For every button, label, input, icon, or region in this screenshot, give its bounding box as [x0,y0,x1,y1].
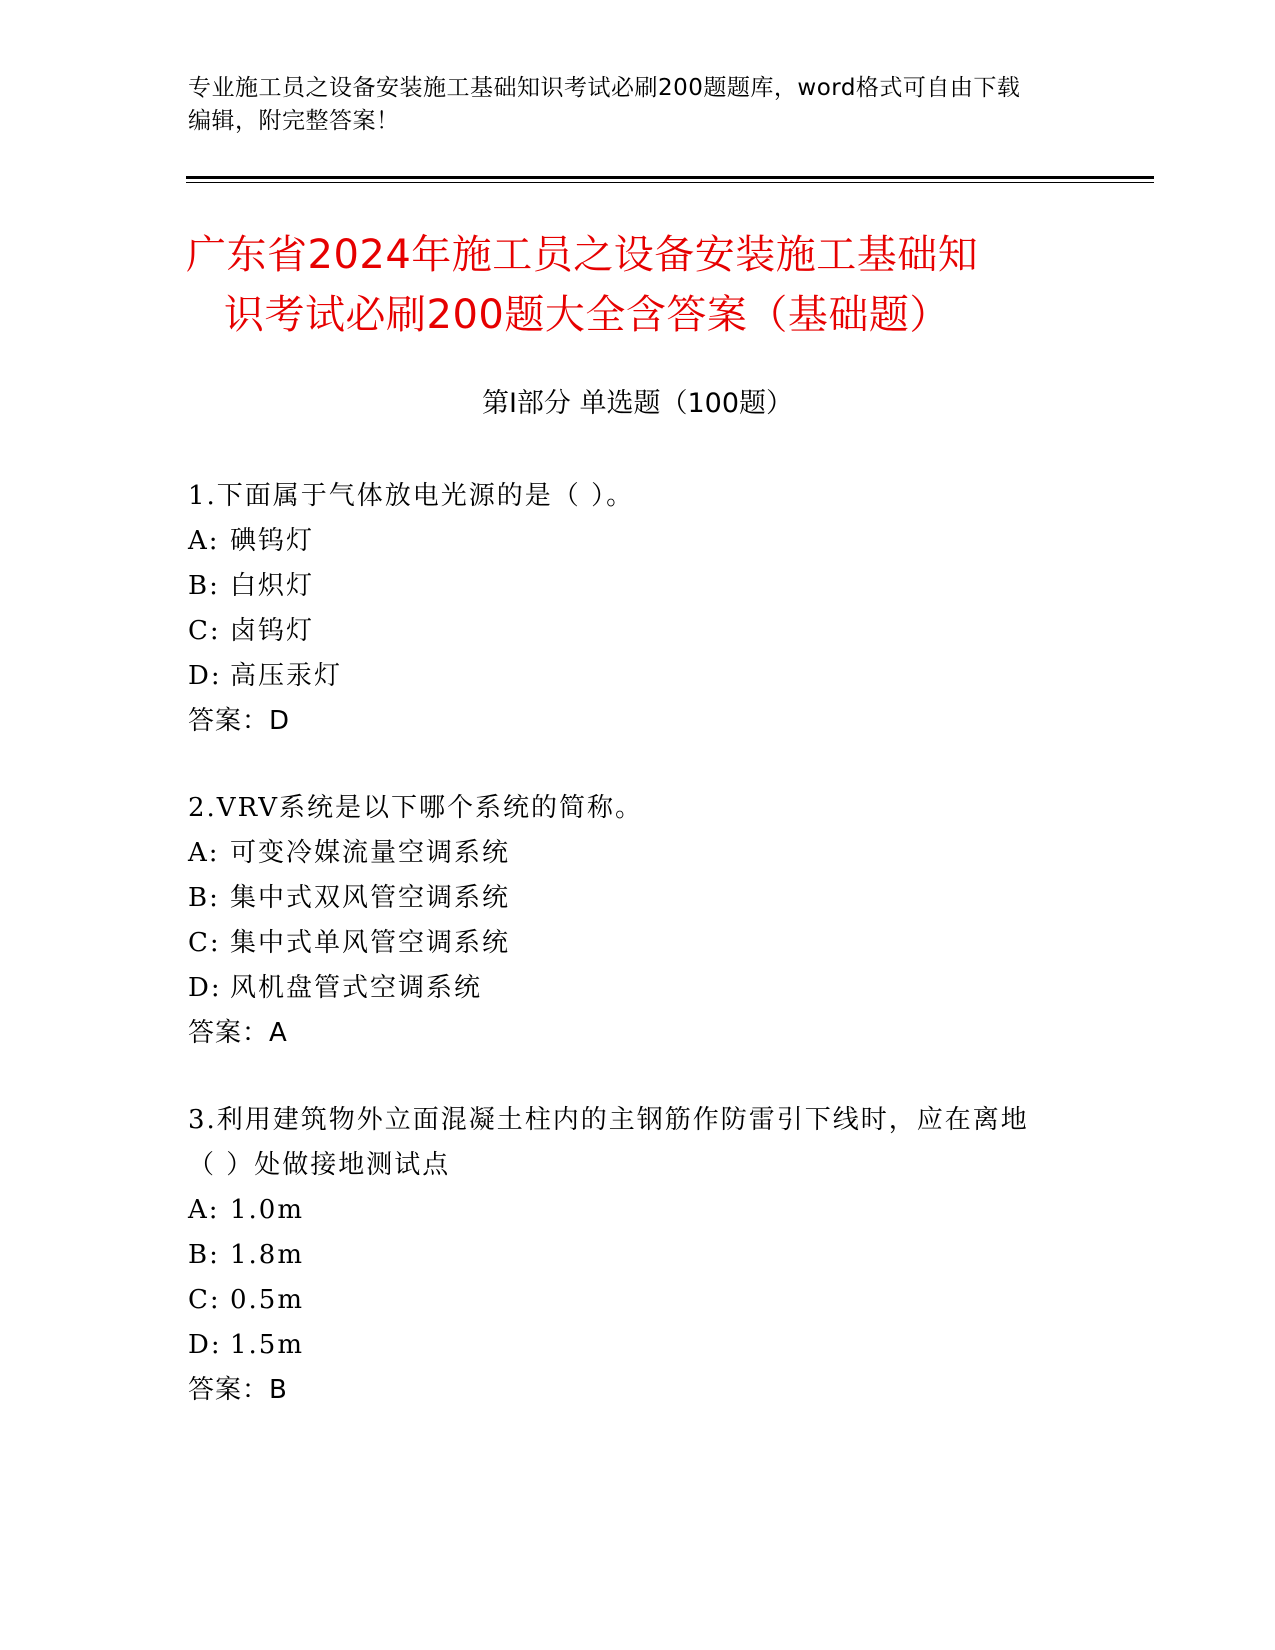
question-stem: 1.下面属于气体放电光源的是（ ）。 [188,481,635,511]
option-key: D: [188,661,222,691]
header-note [188,72,1088,138]
option-key: C: [188,616,221,646]
option-key: C: [188,1285,221,1315]
option-key: D: [188,1330,222,1360]
option-key: A: [188,838,220,868]
option-b [188,876,1068,921]
option-text: 碘钨灯 [230,526,315,556]
option-a [188,1188,1068,1233]
option-c [188,921,1068,966]
option-d [188,654,1068,699]
option-text: 白炽灯 [230,571,315,601]
option-d [188,1323,1068,1368]
header-rule-thin [186,182,1154,183]
document-title-line-2: 识考试必刷200题大全含答案（基础题） [224,292,950,338]
question-stem-line-1: 3.利用建筑物外立面混凝土柱内的主钢筋作防雷引下线时，应在离地 [188,1105,1029,1135]
option-key: B: [188,571,220,601]
option-text: 集中式双风管空调系统 [230,883,511,913]
answer-line: 答案：A [188,1018,288,1048]
header-note-line-1: 专业施工员之设备安装施工基础知识考试必刷200题题库，word格式可自由下载 [188,75,1021,101]
document-title [186,225,1086,345]
option-key: A: [188,526,220,556]
option-text: 卤钨灯 [230,616,315,646]
option-b [188,1233,1068,1278]
question-stem: 2.VRV系统是以下哪个系统的简称。 [188,793,644,823]
option-key: D: [188,973,222,1003]
header-note-line-2: 编辑，附完整答案！ [188,108,400,134]
option-a [188,831,1068,876]
option-b [188,564,1068,609]
option-key: B: [188,1240,220,1270]
document-title-line-1: 广东省2024年施工员之设备安装施工基础知 [186,232,979,278]
option-text: 集中式单风管空调系统 [230,928,511,958]
answer-line: 答案：D [188,706,291,736]
answer-line: 答案：B [188,1375,288,1405]
option-key: B: [188,883,220,913]
option-text: 高压汞灯 [230,661,343,691]
option-a [188,519,1068,564]
question-list [188,474,1068,1455]
option-text: 可变冷媒流量空调系统 [230,838,511,868]
question-3 [188,1098,1068,1413]
question-1 [188,474,1068,744]
option-key: A: [188,1195,220,1225]
option-c [188,609,1068,654]
option-text: 1.8m [230,1240,305,1270]
option-text: 0.5m [230,1285,305,1315]
option-c [188,1278,1068,1323]
question-stem-line-2: （ ）处做接地测试点 [188,1150,451,1180]
option-d [188,966,1068,1011]
header-rule-thick [186,176,1154,179]
question-2 [188,786,1068,1056]
option-text: 风机盘管式空调系统 [230,973,483,1003]
section-title: 第Ⅰ部分 单选题（100题） [481,388,794,419]
option-text: 1.0m [230,1195,305,1225]
option-key: C: [188,928,221,958]
option-text: 1.5m [230,1330,305,1360]
